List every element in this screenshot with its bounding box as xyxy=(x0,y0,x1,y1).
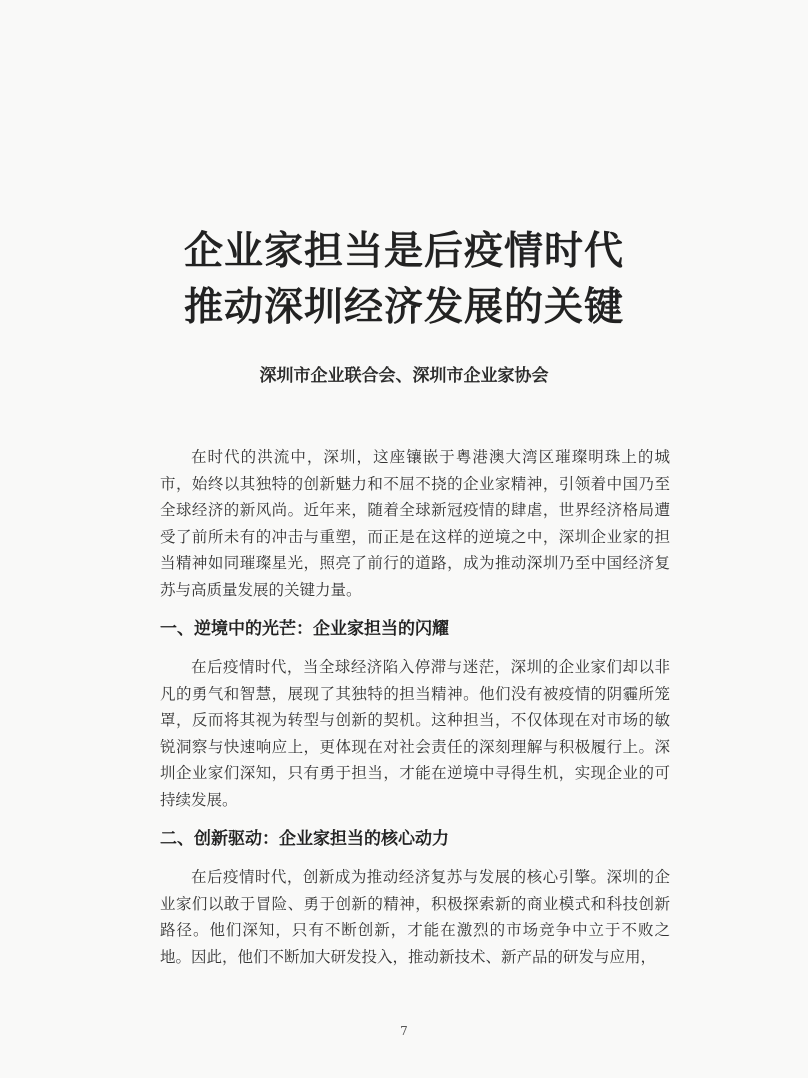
paragraph-intro: 在时代的洪流中，深圳，这座镶嵌于粤港澳大湾区璀璨明珠上的城市，始终以其独特的创新魅力和不屈不挠的企业家精神，引领着中国乃至全球经济的新风尚。近年来，随着全球新冠疫情的肆虐，世界经济格局遭受了前所未有的冲击与重塑，而正是在这样的逆境之中，深圳企业家的担当精神如同璀璨星光，照亮了前行的道路，成为推动深圳乃至中国经济复苏与高质量发展的关键力量。 xyxy=(160,448,670,599)
author-line: 深圳市企业联合会、深圳市企业家协会 xyxy=(259,366,549,386)
article-body xyxy=(160,444,670,970)
paragraph-section-2: 在后疫情时代，创新成为推动经济复苏与发展的核心引擎。深圳的企业家们以敢于冒险、勇于创新的精神，积极探索新的商业模式和科技创新路径。他们深知，只有不断创新，才能在激烈的市场竞争中立于不败之地。因此，他们不断加大研发投入，推动新技术、新产品的研发与应用， xyxy=(160,868,670,966)
section-heading-2: 二、创新驱动：企业家担当的核心动力 xyxy=(160,829,449,849)
paragraph-section-1: 在后疫情时代，当全球经济陷入停滞与迷茫，深圳的企业家们却以非凡的勇气和智慧，展现了其独特的担当精神。他们没有被疫情的阴霾所笼罩，反而将其视为转型与创新的契机。这种担当，不仅体现在对市场的敏锐洞察与快速响应上，更体现在对社会责任的深刻理解与积极履行上。深圳企业家们深知，只有勇于担当，才能在逆境中寻得生机，实现企业的可持续发展。 xyxy=(160,658,670,809)
article-title-line-2: 推动深圳经济发展的关键 xyxy=(183,285,624,330)
article-title-line-1: 企业家担当是后疫情时代 xyxy=(183,229,624,274)
page-number: 7 xyxy=(400,1024,408,1038)
section-heading-1: 一、逆境中的光芒：企业家担当的闪耀 xyxy=(160,619,449,639)
